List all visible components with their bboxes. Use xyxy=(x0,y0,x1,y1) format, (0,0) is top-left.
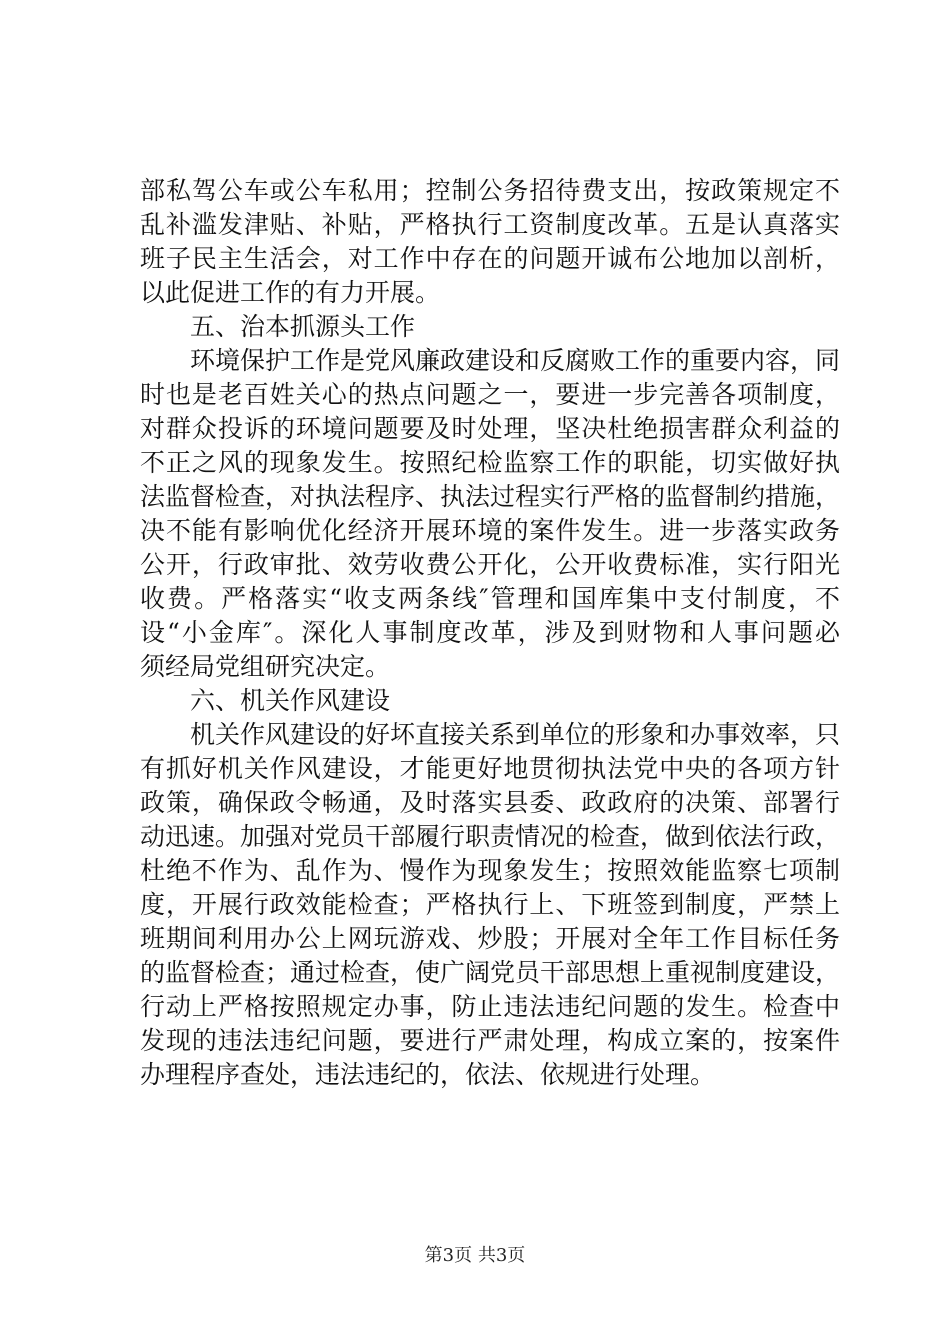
text-line: 班子民主生活会，对工作中存在的问题开诚布公地加以剖析， xyxy=(140,244,840,273)
text-line: 度，开展行政效能检查；严格执行上、下班签到制度，严禁上 xyxy=(140,890,840,919)
paragraph xyxy=(140,718,840,1092)
text-line: 发现的违法违纪问题，要进行严肃处理，构成立案的，按案件 xyxy=(140,1026,840,1055)
text-line: 设“小金库″。深化人事制度改革，涉及到财物和人事问题必 xyxy=(140,618,840,647)
text-line: 公开，行政审批、效劳收费公开化，公开收费标准，实行阳光 xyxy=(140,550,840,579)
page-footer xyxy=(0,1244,950,1268)
text-line: 杜绝不作为、乱作为、慢作为现象发生；按照效能监察七项制 xyxy=(140,856,840,885)
text-line: 有抓好机关作风建设，才能更好地贯彻执法党中央的各项方针 xyxy=(140,754,840,783)
text-line: 班期间利用办公上网玩游戏、炒股；开展对全年工作目标任务 xyxy=(140,924,840,953)
text-line: 行动上严格按照规定办事，防止违法违纪问题的发生。检查中 xyxy=(140,992,840,1021)
text-line: 法监督检查，对执法程序、执法过程实行严格的监督制约措施， xyxy=(140,482,841,511)
paragraph xyxy=(140,344,840,684)
text-line: 以此促进工作的有力开展。 xyxy=(140,278,441,307)
text-line: 决不能有影响优化经济开展环境的案件发生。进一步落实政务 xyxy=(140,516,840,545)
text-line: 机关作风建设的好坏直接关系到单位的形象和办事效率，只 xyxy=(190,720,841,749)
text-line: 政策，确保政令畅通，及时落实县委、政政府的决策、部署行 xyxy=(140,788,840,817)
text-line: 环境保护工作是党风廉政建设和反腐败工作的重要内容，同 xyxy=(190,346,841,375)
document-body xyxy=(140,174,840,1092)
text-line: 不正之风的现象发生。按照纪检监察工作的职能，切实做好执 xyxy=(140,448,840,477)
section-heading xyxy=(140,684,840,718)
text-line: 动迅速。加强对党员干部履行职责情况的检查，做到依法行政， xyxy=(140,822,841,851)
paragraph xyxy=(140,174,840,310)
text-line: 的监督检查；通过检查，使广阔党员干部思想上重视制度建设， xyxy=(140,958,841,987)
text-line: 五、治本抓源头工作 xyxy=(190,312,416,341)
text-line: 时也是老百姓关心的热点问题之一，要进一步完善各项制度， xyxy=(140,380,840,409)
section-heading xyxy=(140,310,840,344)
text-line: 收费。严格落实“收支两条线″管理和国库集中支付制度，不 xyxy=(140,584,840,613)
text-line: 对群众投诉的环境问题要及时处理，坚决杜绝损害群众利益的 xyxy=(140,414,840,443)
text-line: 须经局党组研究决定。 xyxy=(140,652,391,681)
text-line: 六、机关作风建设 xyxy=(190,686,391,715)
page-number-label: 第3页 共3页 xyxy=(424,1245,526,1266)
text-line: 乱补滥发津贴、补贴，严格执行工资制度改革。五是认真落实 xyxy=(140,210,840,239)
text-line: 部私驾公车或公车私用；控制公务招待费支出，按政策规定不 xyxy=(140,176,840,205)
text-line: 办理程序查处，违法违纪的，依法、依规进行处理。 xyxy=(140,1060,716,1089)
